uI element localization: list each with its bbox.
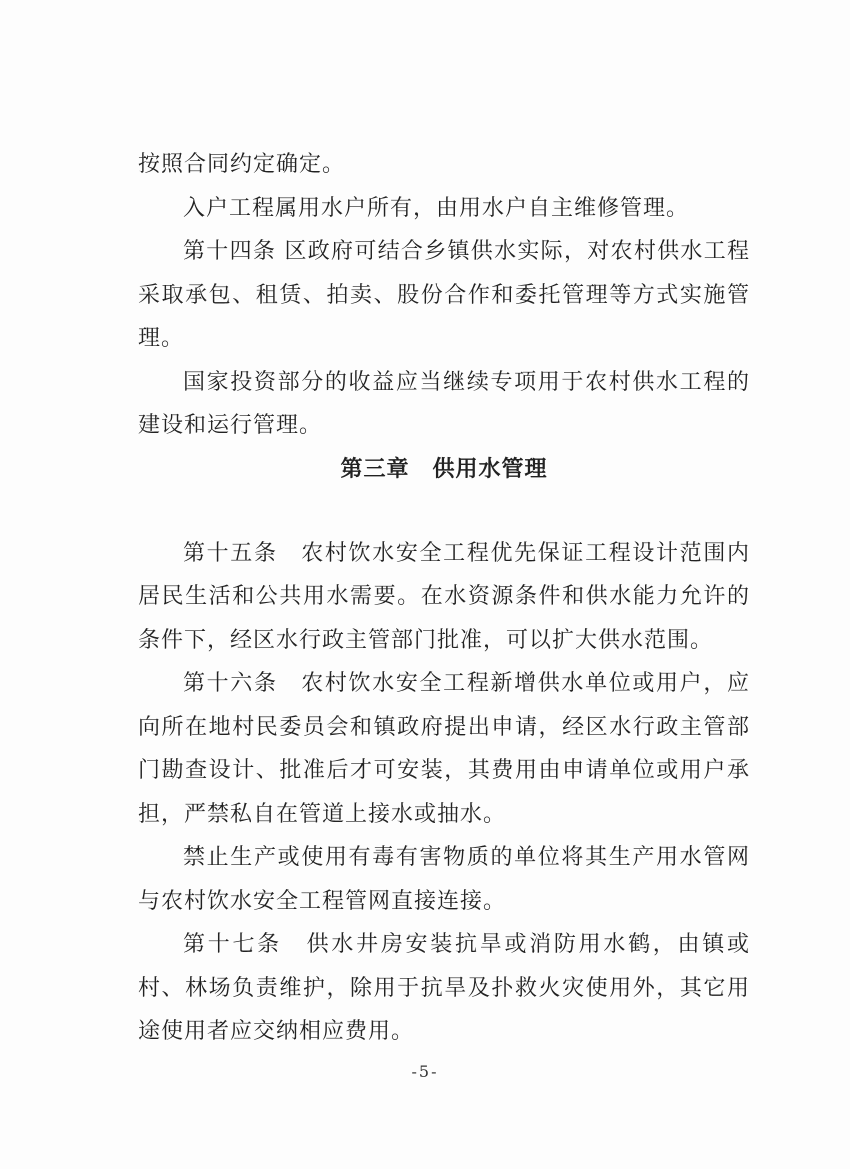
page-number: -5- — [411, 1062, 439, 1081]
paragraph-toxic-prohibition: 禁止生产或使用有毒有害物质的单位将其生产用水管网与农村饮水安全工程管网直接连接。 — [138, 845, 750, 914]
paragraph-state-investment: 国家投资部分的收益应当继续专项用于农村供水工程的建设和运行管理。 — [138, 369, 750, 438]
article-17: 第十七条 供水井房安装抗旱或消防用水鹤，由镇或村、林场负责维护，除用于抗旱及扑救火灾使用外，其它用途使用者应交纳相应费用。 — [138, 932, 750, 1044]
paragraph-continuation: 按照合同约定确定。 — [138, 152, 346, 177]
paragraph-household-works: 入户工程属用水户所有，由用水户自主维修管理。 — [183, 195, 690, 221]
chapter-title: 第三章 供用水管理 — [340, 456, 548, 482]
article-16: 第十六条 农村饮水安全工程新增供水单位或用户，应向所在地村民委员会和镇政府提出申请，经区水行政主管部门勘查设计、批准后才可安装，其费用由申请单位或用户承担，严禁私自在管道上接水或抽水。 — [138, 671, 750, 827]
article-15: 第十五条 农村饮水安全工程优先保证工程设计范围内居民生活和公共用水需要。在水资源条件和供水能力允许的条件下，经区水行政主管部门批准，可以扩大供水范围。 — [138, 540, 750, 653]
document-body — [138, 143, 750, 1054]
article-14: 第十四条 区政府可结合乡镇供水实际，对农村供水工程采取承包、租赁、拍卖、股份合作和委托管理等方式实施管理。 — [138, 239, 750, 351]
